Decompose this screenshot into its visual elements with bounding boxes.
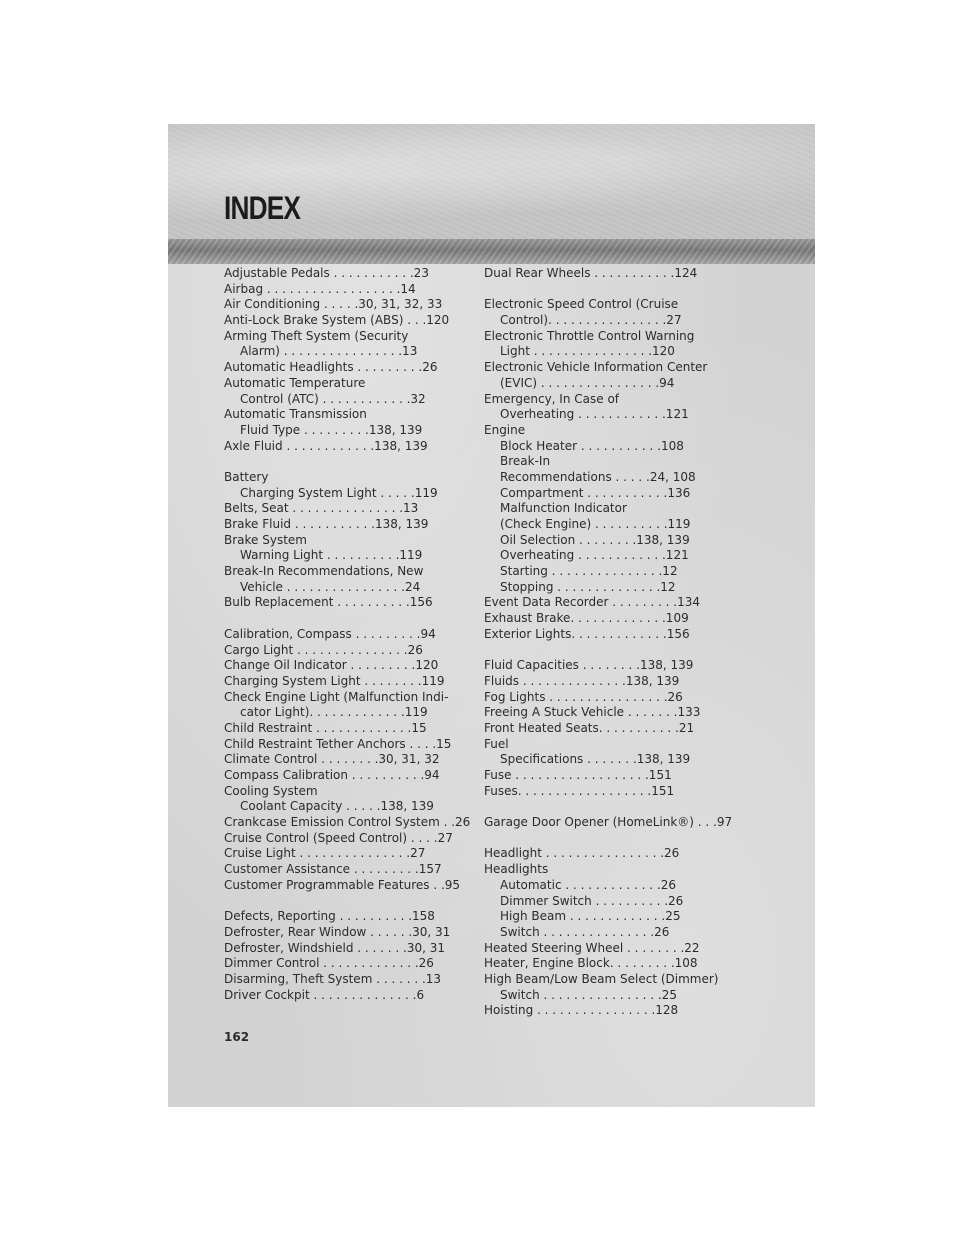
index-entry: Switch . . . . . . . . . . . . . . . .25: [500, 987, 678, 1002]
index-entry: Light . . . . . . . . . . . . . . . .120: [500, 344, 675, 359]
index-entry: Child Restraint Tether Anchors . . . .15: [224, 736, 452, 751]
index-entry: Freeing A Stuck Vehicle . . . . . . .133: [484, 705, 701, 720]
index-entry: Customer Programmable Features . .95: [224, 877, 461, 892]
index-entry: Starting . . . . . . . . . . . . . . .12: [500, 564, 678, 579]
page-header: [168, 124, 815, 239]
index-column-right: [484, 266, 733, 1019]
index-entry: High Beam . . . . . . . . . . . . .25: [500, 909, 681, 924]
index-entry: Change Oil Indicator . . . . . . . . .120: [224, 658, 439, 673]
index-entry: Fluid Type . . . . . . . . .138, 139: [240, 422, 423, 437]
index-entry: Electronic Throttle Control Warning: [484, 328, 695, 343]
index-entry: Compartment . . . . . . . . . . .136: [500, 485, 691, 500]
index-entry: Hoisting . . . . . . . . . . . . . . . .128: [484, 1003, 679, 1018]
page-title: INDEX: [224, 190, 301, 226]
index-entry: Air Conditioning . . . . .30, 31, 32, 33: [224, 297, 443, 312]
index-entry: Adjustable Pedals . . . . . . . . . . .23: [224, 266, 429, 280]
index-entry: Belts, Seat . . . . . . . . . . . . . . .13: [224, 501, 419, 516]
index-entry: Headlights: [484, 862, 549, 877]
index-entry: Garage Door Opener (HomeLink®) . . .97: [484, 815, 733, 830]
index-entry: Exhaust Brake. . . . . . . . . . . . .109: [484, 611, 689, 626]
index-entry: Automatic . . . . . . . . . . . . .26: [500, 877, 676, 892]
index-entry: Dimmer Switch . . . . . . . . . .26: [500, 893, 684, 908]
index-entry: Climate Control . . . . . . . .30, 31, 32: [224, 752, 440, 767]
index-entry: Oil Selection . . . . . . . .138, 139: [500, 532, 690, 547]
index-entry: Automatic Transmission: [224, 407, 367, 422]
index-entry: Arming Theft System (Security: [224, 328, 409, 343]
index-entry: Compass Calibration . . . . . . . . . .94: [224, 768, 440, 782]
index-entry: Airbag . . . . . . . . . . . . . . . . . .14: [224, 281, 416, 296]
index-entry: Engine: [484, 422, 526, 437]
index-entry: Automatic Temperature: [224, 375, 366, 390]
index-entry: Fog Lights . . . . . . . . . . . . . . . .26: [484, 689, 683, 704]
page-number: 162: [224, 1030, 250, 1044]
index-entry: Control). . . . . . . . . . . . . . . .27: [500, 313, 682, 328]
index-entry: Coolant Capacity . . . . .138, 139: [240, 799, 434, 814]
index-entry: Fuses. . . . . . . . . . . . . . . . . .151: [484, 783, 675, 798]
index-entry: Battery: [224, 469, 269, 484]
index-entry: Front Heated Seats. . . . . . . . . . .21: [484, 720, 695, 735]
index-entry: Heater, Engine Block. . . . . . . . .108: [484, 956, 698, 971]
index-entry: Overheating . . . . . . . . . . . .121: [500, 407, 689, 422]
index-entry: Break-In: [500, 454, 551, 469]
index-entry: Brake System: [224, 532, 307, 547]
index-entry: Vehicle . . . . . . . . . . . . . . . .24: [240, 579, 421, 594]
index-entry: Dual Rear Wheels . . . . . . . . . . .124: [484, 266, 698, 280]
index-entry: Axle Fluid . . . . . . . . . . . .138, 139: [224, 438, 428, 453]
index-entry: Charging System Light . . . . . . . .119: [224, 673, 445, 688]
index-entry: Switch . . . . . . . . . . . . . . .26: [500, 924, 670, 939]
index-entry: cator Light). . . . . . . . . . . . .119: [240, 705, 428, 720]
index-entry: Cruise Control (Speed Control) . . . .27: [224, 830, 453, 845]
index-entry: Anti-Lock Brake System (ABS) . . .120: [224, 313, 450, 328]
index-spacer: [484, 831, 702, 847]
index-entry: Dimmer Control . . . . . . . . . . . . .26: [224, 956, 434, 971]
index-entry: Control (ATC) . . . . . . . . . . . .32: [240, 391, 426, 406]
index-entry: Heated Steering Wheel . . . . . . . .22: [484, 940, 700, 955]
index-spacer: [224, 611, 442, 627]
index-entry: Fluids . . . . . . . . . . . . . .138, 139: [484, 673, 680, 688]
index-entry: Disarming, Theft System . . . . . . .13: [224, 971, 442, 986]
index-entry: Fluid Capacities . . . . . . . .138, 139: [484, 658, 694, 673]
index-entry: Stopping . . . . . . . . . . . . . .12: [500, 579, 676, 594]
index-column-left: [224, 266, 471, 1003]
index-entry: Break-In Recommendations, New: [224, 564, 424, 579]
index-entry: Cruise Light . . . . . . . . . . . . . . .27: [224, 846, 426, 861]
index-entry: Check Engine Light (Malfunction Indi-: [224, 689, 449, 704]
index-entry: Cargo Light . . . . . . . . . . . . . . .26: [224, 642, 423, 657]
index-page: [168, 124, 815, 1107]
index-entry: (EVIC) . . . . . . . . . . . . . . . .94: [500, 375, 675, 390]
index-entry: Brake Fluid . . . . . . . . . . .138, 139: [224, 517, 429, 531]
index-entry: Customer Assistance . . . . . . . . .157: [224, 862, 442, 877]
index-entry: Defects, Reporting . . . . . . . . . .158: [224, 909, 435, 924]
index-spacer: [484, 282, 702, 298]
index-entry: Alarm) . . . . . . . . . . . . . . . .13: [240, 344, 418, 359]
index-spacer: [224, 894, 442, 910]
index-entry: Automatic Headlights . . . . . . . . .26: [224, 360, 438, 375]
index-entry: (Check Engine) . . . . . . . . . .119: [500, 517, 691, 531]
index-entry: Fuse . . . . . . . . . . . . . . . . . .151: [484, 768, 672, 782]
index-entry: Calibration, Compass . . . . . . . . .94: [224, 626, 436, 641]
index-entry: High Beam/Low Beam Select (Dimmer): [484, 971, 719, 986]
index-entry: Crankcase Emission Control System . .26: [224, 815, 471, 830]
index-entry: Warning Light . . . . . . . . . .119: [240, 548, 423, 563]
index-entry: Fuel: [484, 736, 509, 751]
index-entry: Electronic Speed Control (Cruise: [484, 297, 679, 312]
index-entry: Cooling System: [224, 783, 318, 798]
index-entry: Exterior Lights. . . . . . . . . . . . .156: [484, 626, 690, 641]
header-divider-band: [168, 239, 815, 264]
index-spacer: [224, 454, 442, 470]
index-entry: Block Heater . . . . . . . . . . .108: [500, 438, 684, 453]
index-entry: Overheating . . . . . . . . . . . .121: [500, 548, 689, 563]
index-entry: Malfunction Indicator: [500, 501, 627, 516]
index-entry: Defroster, Windshield . . . . . . .30, 31: [224, 940, 446, 955]
index-entry: Child Restraint . . . . . . . . . . . . .15: [224, 720, 427, 735]
index-spacer: [484, 799, 702, 815]
index-entry: Event Data Recorder . . . . . . . . .134: [484, 595, 700, 610]
index-entry: Electronic Vehicle Information Center: [484, 360, 708, 375]
index-spacer: [484, 643, 702, 659]
index-entry: Specifications . . . . . . .138, 139: [500, 752, 691, 767]
index-entry: Bulb Replacement . . . . . . . . . .156: [224, 595, 433, 610]
index-entry: Charging System Light . . . . .119: [240, 485, 438, 500]
index-entry: Headlight . . . . . . . . . . . . . . . .26: [484, 846, 680, 861]
index-entry: Defroster, Rear Window . . . . . .30, 31: [224, 924, 451, 939]
index-entry: Emergency, In Case of: [484, 391, 620, 406]
index-entry: Recommendations . . . . .24, 108: [500, 469, 696, 484]
index-entry: Driver Cockpit . . . . . . . . . . . . . .6: [224, 987, 425, 1002]
